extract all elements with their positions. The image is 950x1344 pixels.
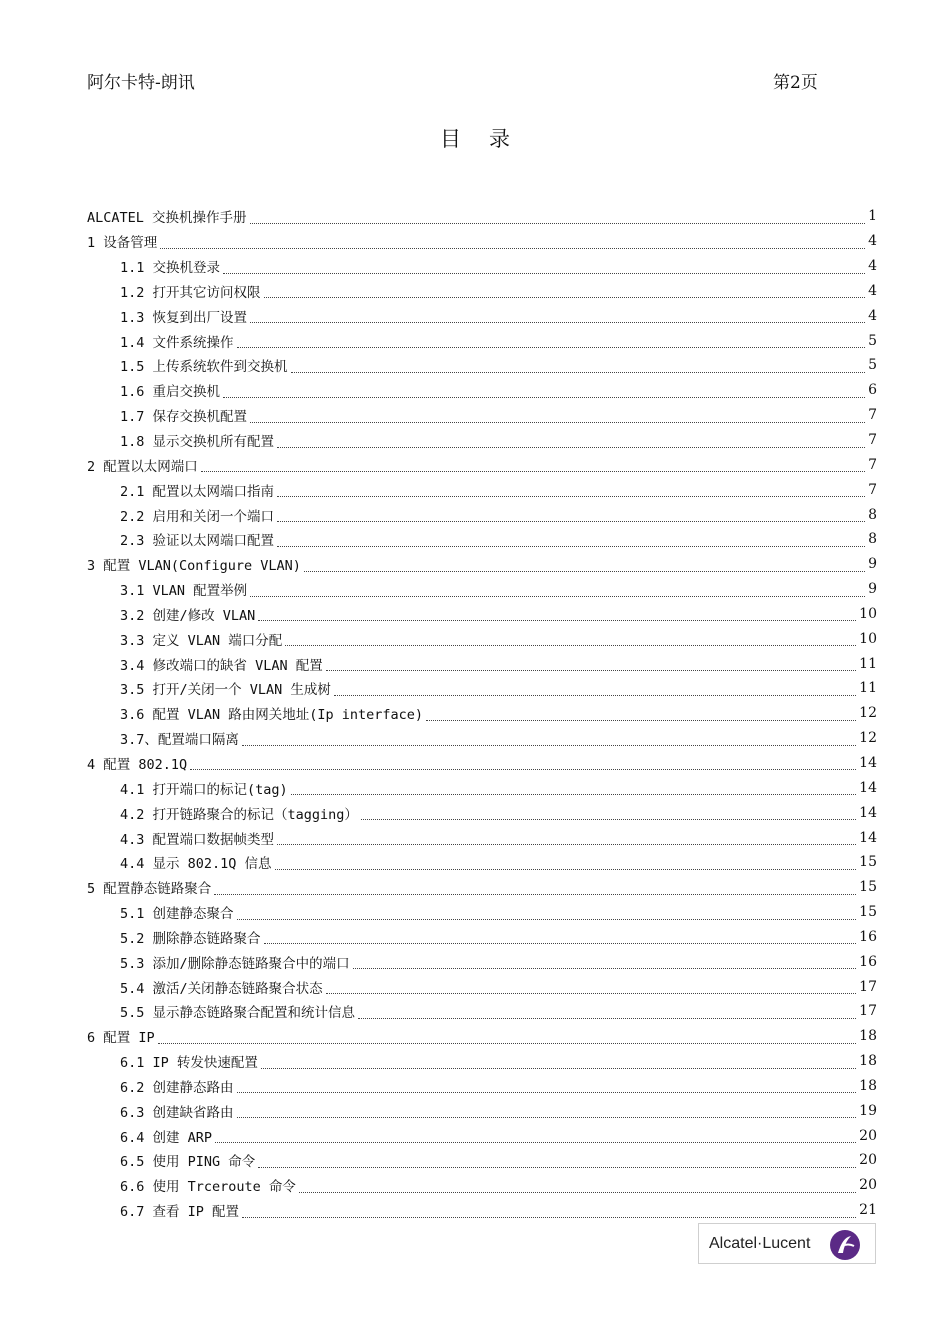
toc-leader-dots — [285, 633, 856, 646]
toc-entry-title: 5.5 显示静态链路聚合配置和统计信息 — [120, 1005, 356, 1022]
toc-entry-page: 15 — [859, 904, 877, 921]
toc-leader-dots — [277, 435, 865, 448]
toc-leader-dots — [250, 410, 865, 423]
toc-entry-page: 7 — [868, 407, 877, 424]
toc-leader-dots — [201, 459, 865, 472]
toc-entry-page: 17 — [859, 978, 877, 995]
toc-entry-page: 15 — [859, 879, 877, 896]
toc-entry-page: 20 — [859, 1152, 877, 1169]
toc-entry[interactable] — [87, 1024, 877, 1049]
toc-entry-title: 1 设备管理 — [87, 235, 158, 252]
toc-entry-page: 8 — [868, 531, 877, 548]
toc-title: 目录 — [440, 127, 538, 151]
toc-entry[interactable] — [87, 254, 877, 279]
toc-entry[interactable] — [87, 900, 877, 925]
toc-entry-page: 16 — [859, 928, 877, 945]
toc-leader-dots — [426, 708, 856, 721]
toc-leader-dots — [237, 1105, 857, 1118]
toc-entry-page: 14 — [859, 754, 877, 771]
toc-entry-page: 4 — [868, 282, 877, 299]
toc-leader-dots — [326, 658, 856, 671]
toc-entry-page: 7 — [868, 432, 877, 449]
toc-entry-page: 5 — [868, 332, 877, 349]
toc-entry-title: 3.5 打开/关闭一个 VLAN 生成树 — [120, 682, 331, 699]
toc-entry-page: 5 — [868, 357, 877, 374]
toc-entry-page: 7 — [868, 481, 877, 498]
toc-entry[interactable] — [87, 701, 877, 726]
toc-entry-title: 4.3 配置端口数据帧类型 — [120, 831, 275, 848]
toc-entry-page: 10 — [859, 630, 877, 647]
toc-entry-page: 10 — [859, 605, 877, 622]
toc-entry-title: 6.5 使用 PING 命令 — [120, 1154, 256, 1171]
toc-leader-dots — [334, 683, 856, 696]
header-page-number: 第2页 — [773, 73, 818, 93]
toc-leader-dots — [277, 509, 865, 522]
toc-entry-title: ALCATEL 交换机操作手册 — [87, 210, 247, 227]
toc-leader-dots — [242, 733, 856, 746]
toc-entry-page: 15 — [859, 854, 877, 871]
toc-leader-dots — [326, 981, 857, 994]
toc-leader-dots — [215, 1130, 856, 1143]
toc-entry-page: 18 — [859, 1053, 877, 1070]
toc-entry[interactable] — [87, 651, 877, 676]
toc-entry-title: 6.6 使用 Trceroute 命令 — [120, 1179, 296, 1196]
toc-leader-dots — [358, 1006, 856, 1019]
toc-entry[interactable] — [87, 527, 877, 552]
company-logo — [698, 1223, 876, 1264]
toc-entry-page: 9 — [868, 581, 877, 598]
toc-leader-dots — [223, 385, 865, 398]
toc-leader-dots — [258, 1155, 856, 1168]
toc-entry-title: 1.6 重启交换机 — [120, 384, 221, 401]
logo-text: Alcatel·Lucent — [709, 1234, 811, 1252]
toc-entry[interactable] — [87, 1098, 877, 1123]
toc-leader-dots — [190, 757, 856, 770]
toc-entry-title: 3.4 修改端口的缺省 VLAN 配置 — [120, 657, 323, 674]
toc-leader-dots — [304, 559, 865, 572]
toc-entry[interactable] — [87, 1173, 877, 1198]
toc-leader-dots — [258, 608, 856, 621]
toc-entry[interactable] — [87, 825, 877, 850]
toc-entry-page: 12 — [859, 705, 877, 722]
toc-entry-page: 7 — [868, 456, 877, 473]
toc-leader-dots — [237, 1080, 857, 1093]
toc-leader-dots — [223, 261, 865, 274]
toc-entry-title: 6.4 创建 ARP — [120, 1129, 213, 1146]
toc-leader-dots — [291, 360, 866, 373]
toc-entry-title: 1.1 交换机登录 — [120, 260, 221, 277]
toc-entry-page: 14 — [859, 829, 877, 846]
alcatel-lucent-logo-icon — [829, 1229, 861, 1261]
toc-entry[interactable] — [87, 949, 877, 974]
toc-entry-page: 11 — [859, 655, 877, 672]
toc-entry[interactable] — [87, 626, 877, 651]
toc-entry[interactable] — [87, 875, 877, 900]
toc-entry[interactable] — [87, 726, 877, 751]
toc-entry-title: 3 配置 VLAN(Configure VLAN) — [87, 558, 301, 575]
toc-entry-title: 5.2 删除静态链路聚合 — [120, 930, 261, 947]
toc-entry[interactable] — [87, 378, 877, 403]
toc-entry-title: 6.3 创建缺省路由 — [120, 1104, 234, 1121]
toc-entry-page: 1 — [868, 208, 877, 225]
toc-leader-dots — [158, 1031, 857, 1044]
toc-entry[interactable] — [87, 1049, 877, 1074]
toc-entry-title: 4.1 打开端口的标记(tag) — [120, 781, 288, 798]
toc-entry-title: 2.1 配置以太网端口指南 — [120, 483, 275, 500]
toc-entry-title: 1.5 上传系统软件到交换机 — [120, 359, 288, 376]
toc-entry[interactable] — [87, 751, 877, 776]
header-company: 阿尔卡特-朗讯 — [87, 73, 195, 93]
toc-entry-title: 1.8 显示交换机所有配置 — [120, 434, 275, 451]
toc-entry[interactable] — [87, 1074, 877, 1099]
toc-entry-page: 14 — [859, 779, 877, 796]
toc-entry-title: 6.7 查看 IP 配置 — [120, 1204, 240, 1221]
toc-entry-title: 1.4 文件系统操作 — [120, 334, 234, 351]
toc-entry[interactable] — [87, 775, 877, 800]
toc-leader-dots — [299, 1180, 856, 1193]
toc-leader-dots — [242, 1205, 856, 1218]
toc-leader-dots — [353, 956, 857, 969]
toc-entry-title: 3.2 创建/修改 VLAN — [120, 607, 256, 624]
toc-entry[interactable] — [87, 452, 877, 477]
toc-entry-page: 4 — [868, 258, 877, 275]
toc-entry-page: 18 — [859, 1028, 877, 1045]
toc-leader-dots — [277, 832, 856, 845]
toc-leader-dots — [237, 907, 857, 920]
toc-leader-dots — [264, 931, 857, 944]
toc-entry-page: 20 — [859, 1177, 877, 1194]
toc-entry-title: 2.3 验证以太网端口配置 — [120, 533, 275, 550]
toc-entry[interactable] — [87, 602, 877, 627]
toc-entry[interactable] — [87, 403, 877, 428]
toc-entry[interactable] — [87, 974, 877, 999]
toc-entry-page: 4 — [868, 233, 877, 250]
toc-entry[interactable] — [87, 552, 877, 577]
toc-entry[interactable] — [87, 850, 877, 875]
toc-entry-title: 2.2 启用和关闭一个端口 — [120, 508, 275, 525]
toc-entry-title: 6 配置 IP — [87, 1030, 155, 1047]
toc-entry[interactable] — [87, 229, 877, 254]
toc-entry[interactable] — [87, 303, 877, 328]
toc-entry-page: 11 — [859, 680, 877, 697]
toc-entry-title: 5.1 创建静态聚合 — [120, 906, 234, 923]
toc-leader-dots — [250, 584, 865, 597]
toc-leader-dots — [250, 211, 866, 224]
toc-entry[interactable] — [87, 279, 877, 304]
toc-entry[interactable] — [87, 800, 877, 825]
toc-entry[interactable] — [87, 502, 877, 527]
toc-entry-title: 4.2 打开链路聚合的标记（tagging） — [120, 806, 358, 823]
toc-entry[interactable] — [87, 676, 877, 701]
toc-entry-title: 3.1 VLAN 配置举例 — [120, 583, 248, 600]
toc-entry[interactable] — [87, 1123, 877, 1148]
toc-entry-page: 18 — [859, 1077, 877, 1094]
toc-entry[interactable] — [87, 577, 877, 602]
toc-entry-page: 9 — [868, 556, 877, 573]
toc-leader-dots — [160, 236, 865, 249]
toc-entry-page: 20 — [859, 1127, 877, 1144]
toc-entry-title: 2 配置以太网端口 — [87, 458, 198, 475]
toc-entry[interactable] — [87, 328, 877, 353]
toc-entry-title: 6.1 IP 转发快速配置 — [120, 1055, 258, 1072]
toc-entry-page: 12 — [859, 730, 877, 747]
toc-leader-dots — [214, 882, 856, 895]
toc-entry[interactable] — [87, 924, 877, 949]
toc-entry-title: 5.4 激活/关闭静态链路聚合状态 — [120, 980, 323, 997]
toc-entry-page: 17 — [859, 1003, 877, 1020]
toc-entry[interactable] — [87, 999, 877, 1024]
toc-leader-dots — [237, 335, 866, 348]
toc-leader-dots — [291, 782, 857, 795]
toc-leader-dots — [264, 285, 866, 298]
toc-leader-dots — [277, 484, 865, 497]
toc-entry-title: 5 配置静态链路聚合 — [87, 881, 212, 898]
toc-entry[interactable] — [87, 1198, 877, 1223]
toc-entry-page: 21 — [859, 1202, 877, 1219]
toc-entry-title: 1.7 保存交换机配置 — [120, 409, 248, 426]
toc-entry-title: 1.3 恢复到出厂设置 — [120, 309, 248, 326]
toc-entry[interactable] — [87, 353, 877, 378]
toc-entry-page: 16 — [859, 953, 877, 970]
toc-entry[interactable] — [87, 1148, 877, 1173]
toc-entry-title: 6.2 创建静态路由 — [120, 1079, 234, 1096]
toc-leader-dots — [250, 310, 865, 323]
toc-leader-dots — [261, 1056, 856, 1069]
toc-entry-title: 3.3 定义 VLAN 端口分配 — [120, 632, 283, 649]
toc-entry-title: 5.3 添加/删除静态链路聚合中的端口 — [120, 955, 350, 972]
toc-entry[interactable] — [87, 428, 877, 453]
toc-entry-page: 14 — [859, 804, 877, 821]
toc-entry[interactable] — [87, 204, 877, 229]
toc-leader-dots — [275, 857, 857, 870]
toc-leader-dots — [277, 534, 865, 547]
toc-entry-title: 3.6 配置 VLAN 路由网关地址(Ip interface) — [120, 707, 424, 724]
toc-entry-title: 4.4 显示 802.1Q 信息 — [120, 856, 272, 873]
toc-entry-page: 4 — [868, 307, 877, 324]
toc-entry-page: 8 — [868, 506, 877, 523]
toc-entry[interactable] — [87, 477, 877, 502]
toc-entry-page: 6 — [868, 382, 877, 399]
toc-entry-page: 19 — [859, 1102, 877, 1119]
toc-leader-dots — [361, 807, 856, 820]
toc-entry-title: 3.7、配置端口隔离 — [120, 732, 239, 749]
table-of-contents — [87, 204, 877, 1223]
toc-entry-title: 1.2 打开其它访问权限 — [120, 284, 261, 301]
toc-entry-title: 4 配置 802.1Q — [87, 756, 188, 773]
